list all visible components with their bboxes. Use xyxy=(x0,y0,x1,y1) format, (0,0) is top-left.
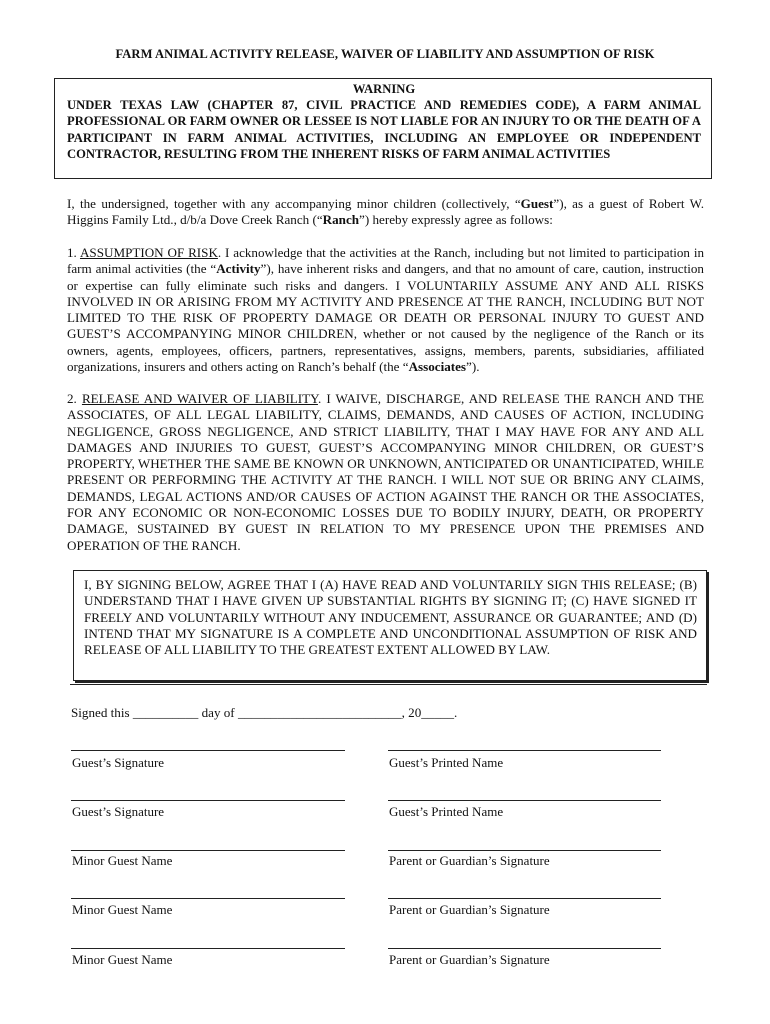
signature-label: Parent or Guardian’s Signature xyxy=(389,902,550,917)
intro-text: ”) hereby expressly agree as follows: xyxy=(359,212,553,228)
signature-line[interactable] xyxy=(71,948,345,949)
signature-line[interactable] xyxy=(388,800,661,801)
signature-line[interactable] xyxy=(388,898,661,899)
signature-label: Guest’s Printed Name xyxy=(389,755,504,770)
guest-term: Guest xyxy=(520,196,554,211)
warning-box xyxy=(54,78,712,179)
signature-line[interactable] xyxy=(71,750,345,751)
warning-heading: WARNING xyxy=(352,82,416,96)
signature-label: Guest’s Printed Name xyxy=(389,804,504,819)
signature-line[interactable] xyxy=(71,898,345,899)
document-title: FARM ANIMAL ACTIVITY RELEASE, WAIVER OF LIABILITY AND ASSUMPTION OF RISK xyxy=(115,47,655,61)
acknowledgement-box: I, BY SIGNING BELOW, AGREE THAT I (A) HAVE READ AND VOLUNTARILY SIGN THIS RELEASE; (B) UNDERSTAND THAT I HAVE GIVEN UP SUBSTANTIAL RIGHTS BY SIGNING IT; (C) HAVE SIGNED IT FREELY AND VOLUNTARILY WITHOUT ANY INDUCEMENT, ASSURANCE OR GUARANTEE; AND (D) INTEND THAT MY SIGNATURE IS A COMPLETE AND UNCONDITIONAL ASSUMPTION OF RISK AND RELEASE OF ALL LIABILITY TO THE GREATEST EXTENT ALLOWED BY LAW. xyxy=(73,570,707,681)
signature-line[interactable] xyxy=(388,850,661,851)
section-heading: RELEASE AND WAIVER OF LIABILITY xyxy=(81,391,318,406)
signature-line[interactable] xyxy=(388,750,661,751)
intro-text: ”), as a guest of Robert W. Higgins Family Ltd., d/b/a Dove Creek Ranch (“ xyxy=(67,196,705,228)
signature-label: Minor Guest Name xyxy=(72,952,173,967)
associates-term: Associates xyxy=(408,359,467,375)
signature-label: Minor Guest Name xyxy=(72,853,173,868)
signature-line[interactable] xyxy=(71,800,345,801)
section-text: ”), have inherent risks and dangers, and that no amount of care, caution, instruction or expertise can fully eliminate such risks and dangers. I VOLUNTARILY ASSUME ANY AND ALL RISKS INVOLVED IN OR ARISING FROM MY ACTIVITY AND PRESENCE AT THE RANCH, INCLUDING BUT NOT LIMITED TO THE RISK OF PROPERTY DAMAGE OR DEATH OR PERSONAL INJURY TO GUEST AND GUEST’S ACCOMPANYING MINOR CHILDREN, whether or not caused by the negligence of the Ranch or its owners, agents, employees, officers, partners, representatives, assigns, members, parents, subsidiaries, affiliated organizations, insurers and others acting on Ranch’s behalf (the “ xyxy=(67,261,704,375)
signature-line[interactable] xyxy=(388,948,661,949)
section-text: . I WAIVE, DISCHARGE, AND RELEASE THE RANCH AND THE ASSOCIATES, OF ALL LEGAL LIABILITY, CLAIMS, DEMANDS, AND CAUSES OF ACTION, INCLUDING NEGLIGENCE, GROSS NEGLIGENCE, AND STRICT LIABILITY, THAT I MAY HAVE FOR ANY AND ALL DAMAGES AND INJURIES TO GUEST, GUEST’S ACCOMPANYING MINOR CHILDREN, OR GUEST’S PROPERTY, WHETHER THE SAME BE KNOWN OR UNKNOWN, ANTICIPATED OR UNANTICIPATED, WHILE PRESENT OR PERFORMING THE ACTIVITY AT THE RANCH. I WILL NOT SUE OR BRING ANY CLAIMS, DEMANDS, LEGAL ACTIONS AND/OR CAUSES OF ACTION AGAINST THE RANCH OR THE ASSOCIATES, FOR ANY ECONOMIC OR NON-ECONOMIC LOSSES DUE TO BODILY INJURY, DEATH, OR PROPERTY DAMAGE, SUSTAINED BY GUEST IN RELATION TO MY PRESENCE UPON THE PREMISES AND OPERATION OF THE RANCH. xyxy=(67,391,704,553)
section-text: . I acknowledge that the activities at the Ranch, including but not limited to participation in farm animal activities (the “ xyxy=(67,245,705,277)
signature-label: Parent or Guardian’s Signature xyxy=(389,952,550,967)
intro-paragraph xyxy=(67,196,704,229)
activity-term: Activity xyxy=(216,261,261,277)
ranch-term: Ranch xyxy=(322,212,360,228)
section-heading: ASSUMPTION OF RISK xyxy=(79,245,218,260)
section-text: ”). xyxy=(466,359,480,375)
divider xyxy=(70,684,707,685)
section-release-waiver xyxy=(67,391,704,554)
signed-date-line[interactable]: Signed this __________ day of _________________________, 20_____. xyxy=(71,705,458,720)
section-assumption-of-risk xyxy=(67,245,704,375)
signature-label: Parent or Guardian’s Signature xyxy=(389,853,550,868)
signature-line[interactable] xyxy=(71,850,345,851)
signature-label: Minor Guest Name xyxy=(72,902,173,917)
warning-body: UNDER TEXAS LAW (CHAPTER 87, CIVIL PRACTICE AND REMEDIES CODE), A FARM ANIMAL PROFESSIONAL OR FARM OWNER OR LESSEE IS NOT LIABLE FOR AN INJURY TO OR THE DEATH OF A PARTICIPANT IN FARM ANIMAL ACTIVITIES, INCLUDING AN EMPLOYEE OR INDEPENDENT CONTRACTOR, RESULTING FROM THE INHERENT RISKS OF FARM ANIMAL ACTIVITIES xyxy=(67,98,701,161)
intro-text: I, the undersigned, together with any accompanying minor children (collectively, “ xyxy=(67,196,521,211)
signature-label: Guest’s Signature xyxy=(72,804,165,819)
section-number: 2. xyxy=(67,391,77,406)
section-number: 1. xyxy=(67,245,77,260)
signature-label: Guest’s Signature xyxy=(72,755,165,770)
